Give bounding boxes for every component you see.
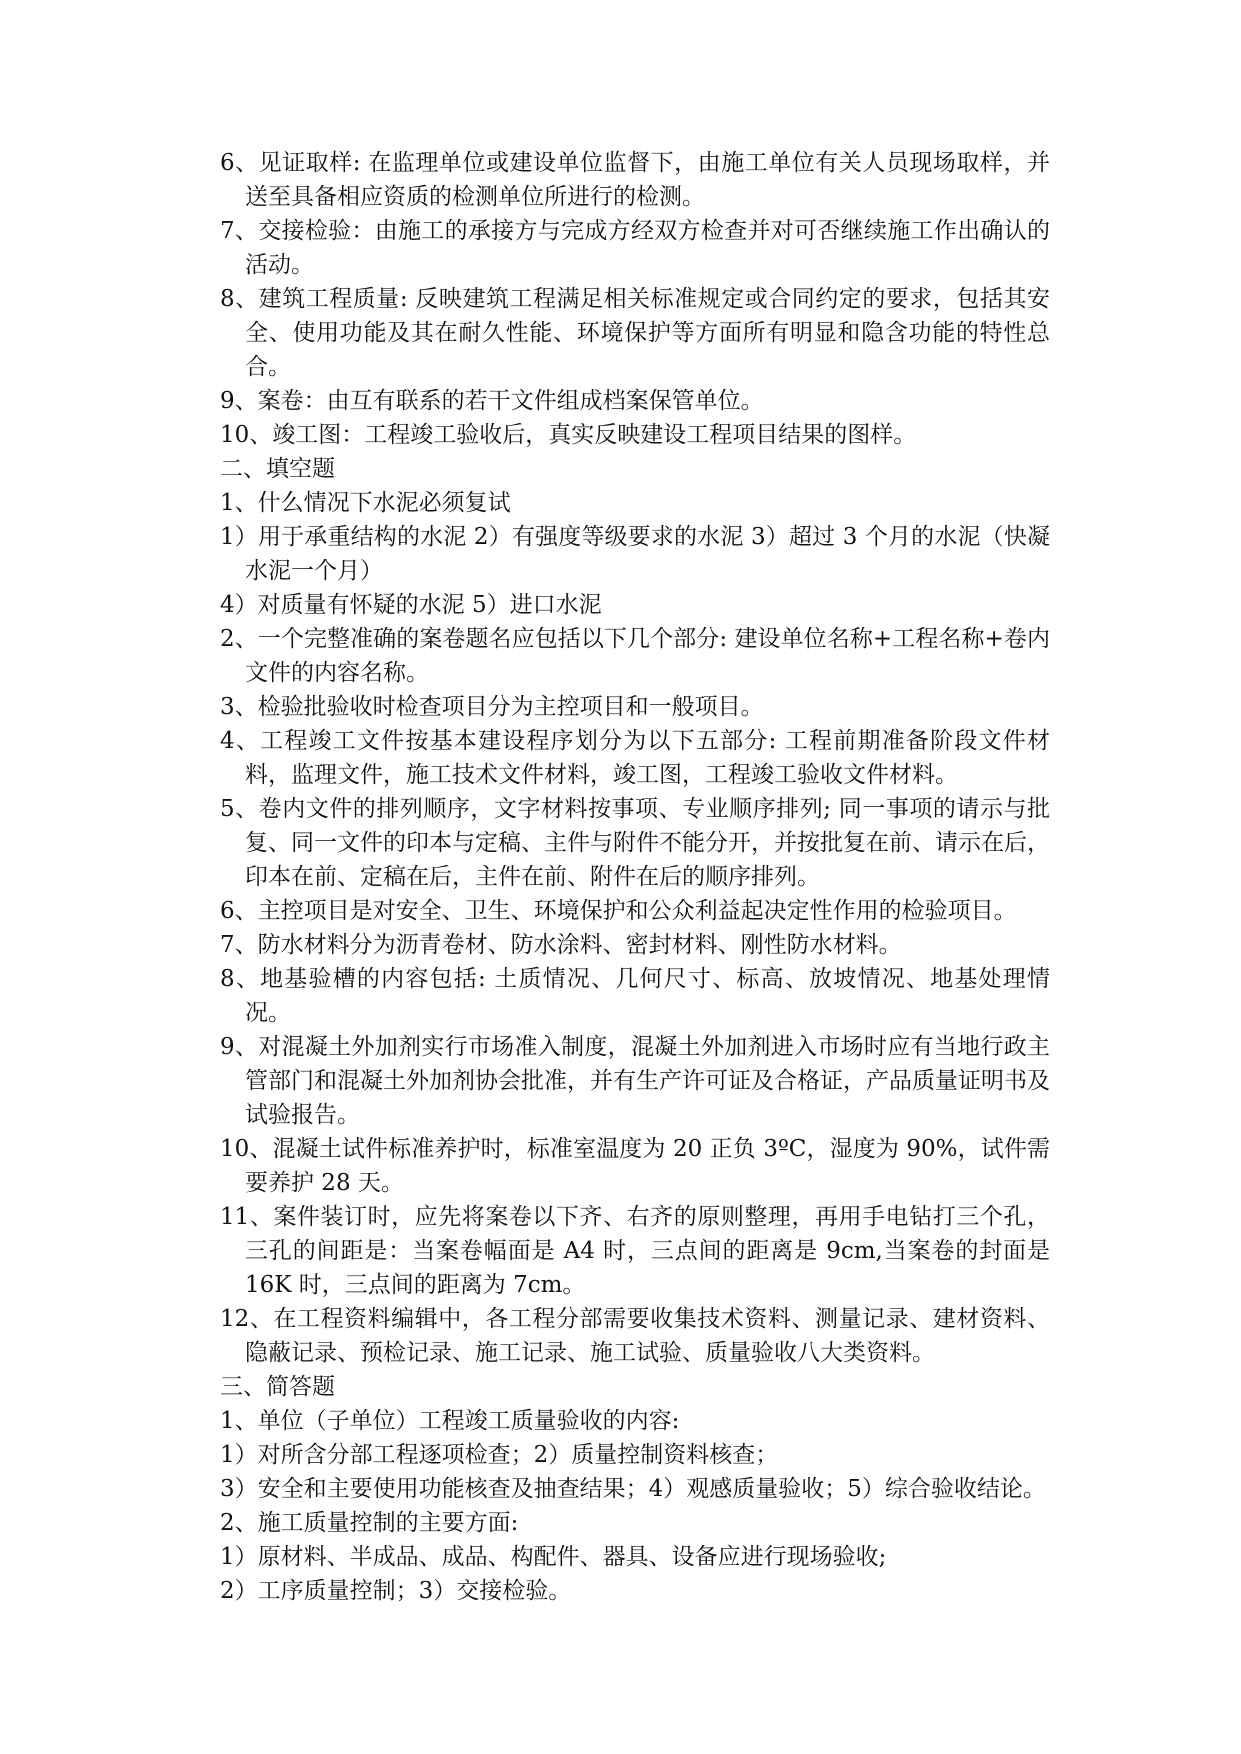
question-file-title: 2、一个完整准确的案卷题名应包括以下几个部分: 建设单位名称+工程名称+卷内文件的内容名称。 — [220, 626, 1050, 686]
section-heading-fill-blank: 二、填空题 — [220, 456, 335, 482]
answer-cement-retest-1: 1）用于承重结构的水泥 2）有强度等级要求的水泥 3）超过 3 个月的水泥（快凝水泥一个月） — [220, 524, 1050, 584]
question-waterproof-materials: 7、防水材料分为沥青卷材、防水涂料、密封材料、刚性防水材料。 — [220, 932, 902, 958]
question-acceptance-content: 1、单位（子单位）工程竣工质量验收的内容: — [220, 1408, 680, 1434]
answer-acceptance-1: 1）对所含分部工程逐项检查；2）质量控制资料核查； — [220, 1442, 779, 1468]
question-concrete-admixture: 9、对混凝土外加剂实行市场准入制度，混凝土外加剂进入市场时应有当地行政主管部门和混凝土外加剂协会批准，并有生产许可证及合格证，产品质量证明书及试验报告。 — [220, 1034, 1050, 1128]
answer-quality-control-1: 1）原材料、半成品、成品、构配件、器具、设备应进行现场验收; — [220, 1544, 887, 1570]
question-main-control-items: 6、主控项目是对安全、卫生、环境保护和公众利益起决定性作用的检验项目。 — [220, 898, 1017, 924]
document-body — [220, 146, 1050, 1608]
question-project-records: 12、在工程资料编辑中，各工程分部需要收集技术资料、测量记录、建材资料、隐蔽记录、预检记录、施工记录、施工试验、质量验收八大类资料。 — [220, 1306, 1050, 1366]
answer-quality-control-2: 2）工序质量控制；3）交接检验。 — [220, 1578, 572, 1604]
section-heading-short-answer: 三、简答题 — [220, 1374, 335, 1400]
definition-file-volume: 9、案卷：由互有联系的若干文件组成档案保管单位。 — [220, 388, 764, 414]
definition-witness-sampling: 6、见证取样: 在监理单位或建设单位监督下，由施工单位有关人员现场取样，并送至具备相应资质的检测单位所进行的检测。 — [220, 150, 1050, 210]
question-quality-control: 2、施工质量控制的主要方面: — [220, 1510, 519, 1536]
question-inspection-lot: 3、检验批验收时检查项目分为主控项目和一般项目。 — [220, 694, 764, 720]
question-file-binding: 11、案件装订时，应先将案卷以下齐、右齐的原则整理，再用手电钻打三个孔，三孔的间距是：当案卷幅面是 A4 时，三点间的距离是 9cm,当案卷的封面是 16K 时，三点间的距离为 7cm。 — [220, 1204, 1050, 1298]
question-cement-retest: 1、什么情况下水泥必须复试 — [220, 490, 511, 516]
answer-acceptance-2: 3）安全和主要使用功能核查及抽查结果；4）观感质量验收；5）综合验收结论。 — [220, 1476, 1046, 1502]
answer-cement-retest-2: 4）对质量有怀疑的水泥 5）进口水泥 — [220, 592, 602, 618]
question-file-order: 5、卷内文件的排列顺序，文字材料按事项、专业顺序排列; 同一事项的请示与批复、同一文件的印本与定稿、主件与附件不能分开，并按批复在前、请示在后，印本在前、定稿在后，主件在前、附件在后的顺序排列。 — [220, 796, 1050, 890]
definition-handover-inspection: 7、交接检验：由施工的承接方与完成方经双方检查并对可否继续施工作出确认的活动。 — [220, 218, 1050, 278]
definition-as-built-drawing: 10、竣工图：工程竣工验收后，真实反映建设工程项目结果的图样。 — [220, 422, 917, 448]
question-completion-documents: 4、工程竣工文件按基本建设程序划分为以下五部分: 工程前期准备阶段文件材料，监理文件，施工技术文件材料，竣工图，工程竣工验收文件材料。 — [220, 728, 1050, 788]
question-foundation-trench: 8、地基验槽的内容包括: 土质情况、几何尺寸、标高、放坡情况、地基处理情况。 — [220, 966, 1050, 1026]
question-concrete-curing: 10、混凝土试件标准养护时，标准室温度为 20 正负 3ºC，湿度为 90%，试件需要养护 28 天。 — [220, 1136, 1050, 1196]
definition-building-quality: 8、建筑工程质量: 反映建筑工程满足相关标准规定或合同约定的要求，包括其安全、使用功能及其在耐久性能、环境保护等方面所有明显和隐含功能的特性总合。 — [220, 286, 1050, 380]
